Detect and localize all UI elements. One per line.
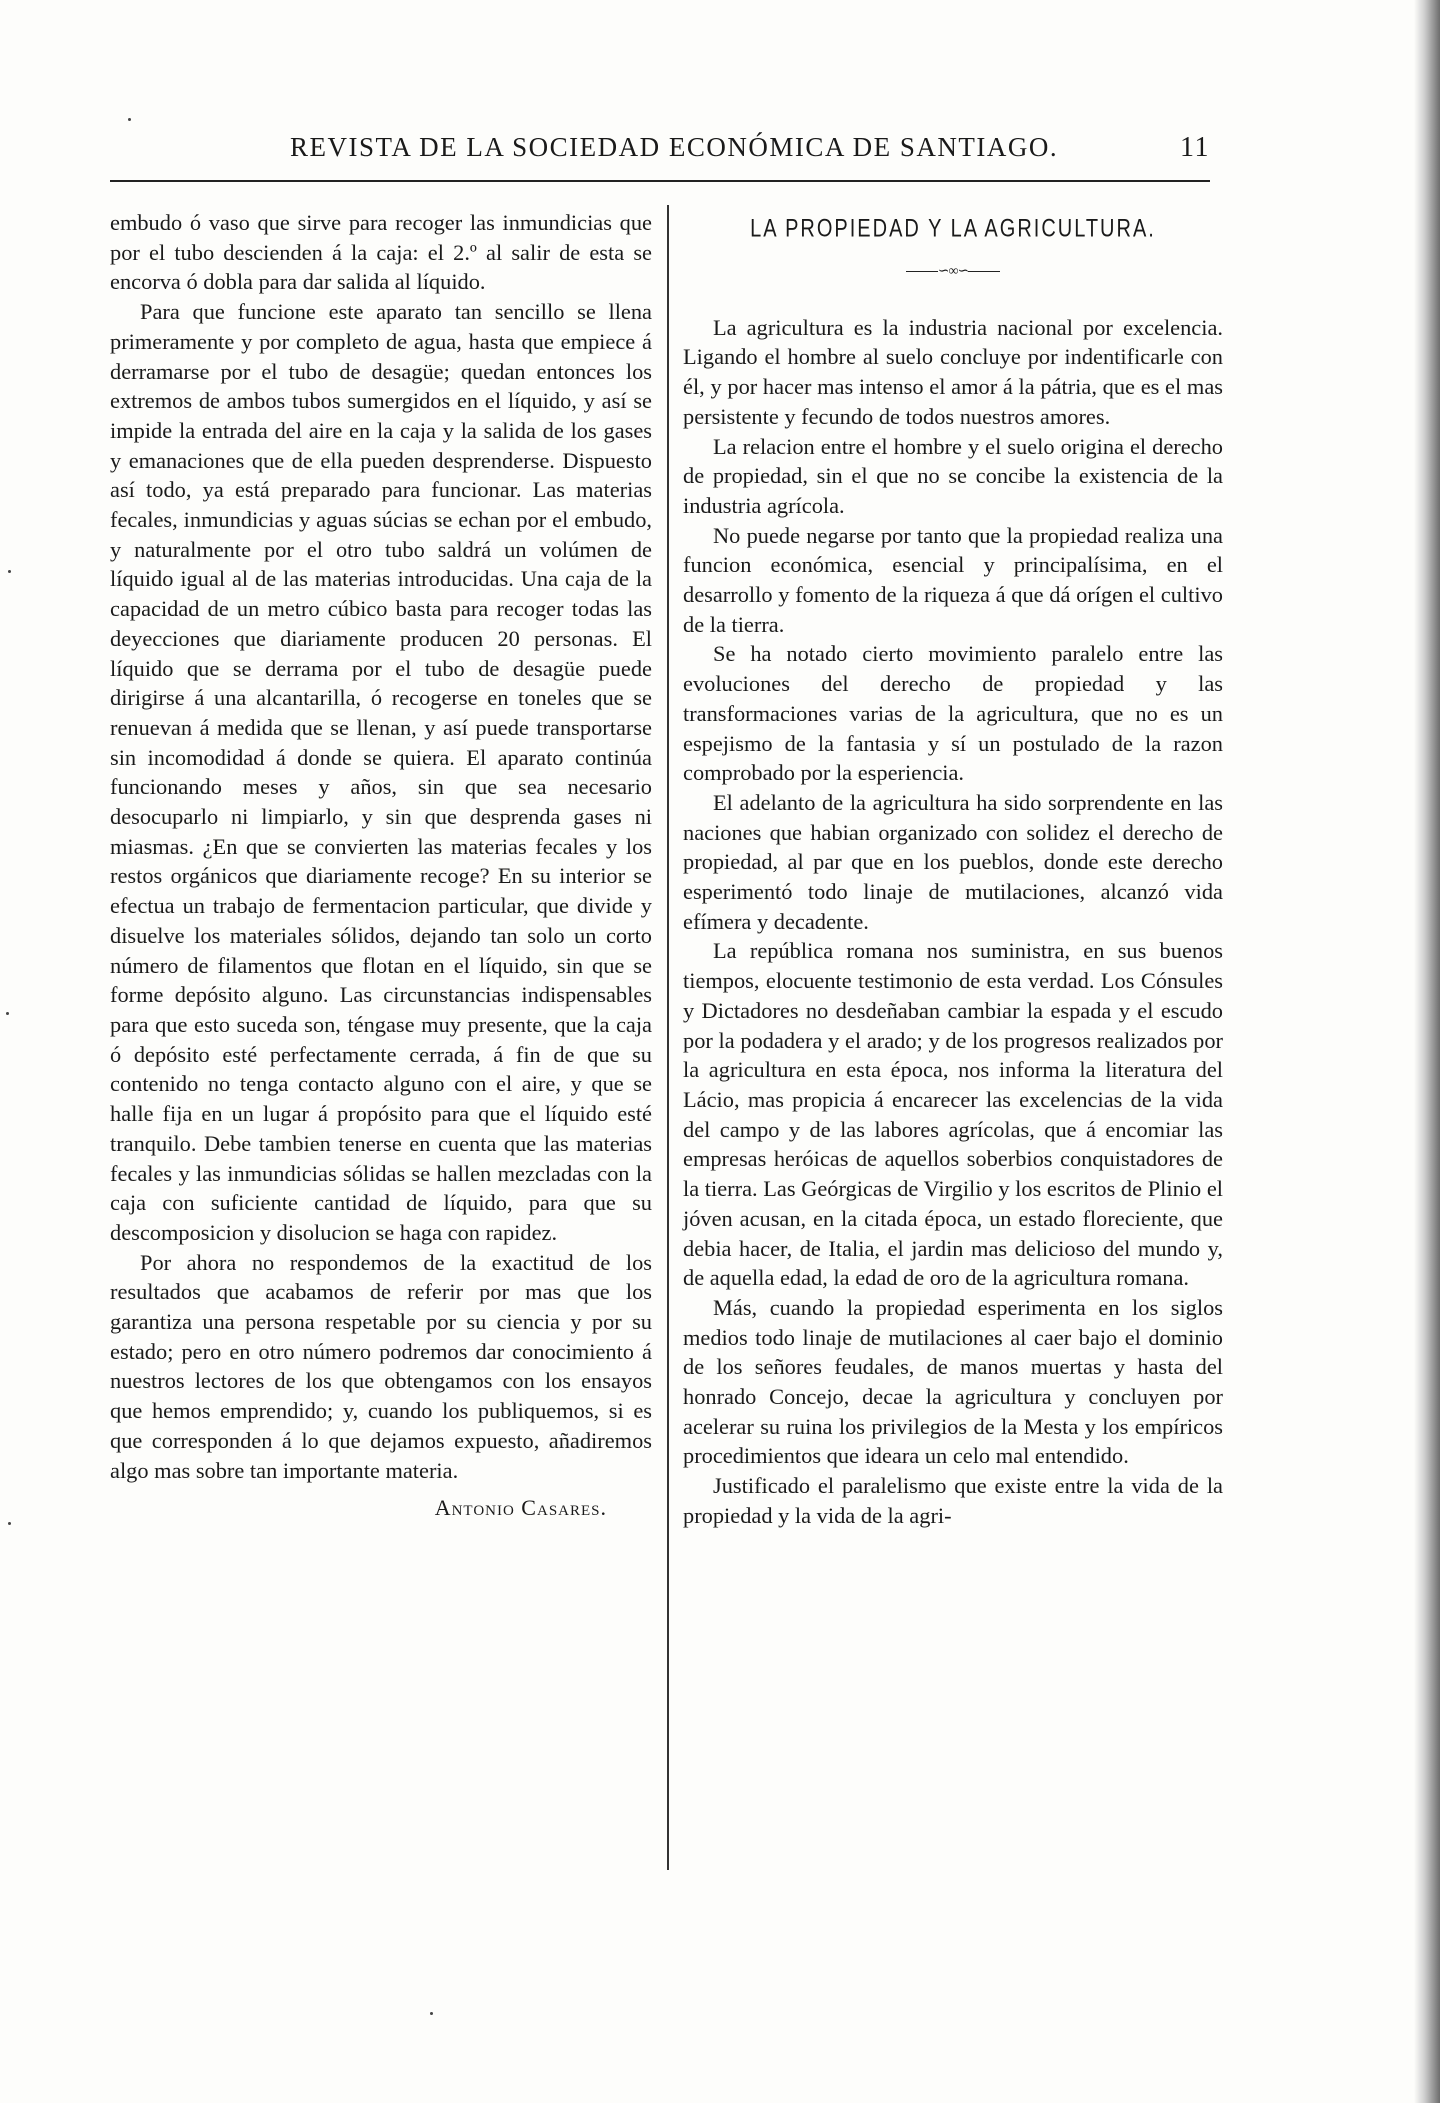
right-paragraph-3: No puede negarse por tanto que la propiedad realiza una funcion económica, esencial y principalísima, en el desarrollo y fomento de la riqueza á que dá orígen el cultivo de la tierra. (683, 522, 1223, 637)
author-signature: Antonio Casares. (434, 1495, 607, 1521)
right-paragraph-7: Más, cuando la propiedad esperimenta en los siglos medios todo linaje de mutilaciones al caer bajo el dominio de los señores feudales, de manos muertas y hasta del honrado Concejo, decae la agricultura y concluyen por acelerar su ruina los privilegios de la Mesta y los empíricos procedimientos que ideara un celo mal entendido. (683, 1294, 1223, 1469)
scan-speck (128, 118, 131, 121)
running-title: REVISTA DE LA SOCIEDAD ECONÓMICA DE SANTIAGO. (290, 132, 1059, 162)
column-divider (667, 205, 669, 1870)
right-paragraph-6: La república romana nos suministra, en sus buenos tiempos, elocuente testimonio de esta verdad. Los Cónsules y Dictadores no desdeñaban cambiar la espada y el escudo por la podadera y el arado; y de los progresos realizados por la agricultura en esta época, nos informa la literatura del Lácio, mas propicia á encarecer las excelencias de la vida del campo y de las labores agrícolas, que á encomiar las empresas heróicas de aquellos soberbios conquistadores de la tierra. Las Geórgicas de Virgilio y los escritos de Plinio el jóven acusan, en la citada época, un estado floreciente, que debia hacer, de Italia, el jardin mas delicioso del mundo y, de aquella edad, la edad de oro de la agricultura romana. (683, 938, 1223, 1291)
right-column (683, 208, 1223, 1531)
right-paragraph-8: Justificado el paralelismo que existe entre la vida de la propiedad y la vida de la agri- (683, 1473, 1223, 1528)
header-rule (110, 180, 1210, 182)
scan-speck (430, 2012, 433, 2015)
right-paragraph-4: Se ha notado cierto movimiento paralelo entre las evoluciones del derecho de propiedad y las transformaciones varias de la agricultura, que no es un espejismo de la fantasia y sí un postulado de la razon comprobado por la esperiencia. (683, 641, 1223, 786)
left-paragraph-2: Para que funcione este aparato tan sencillo se llena primeramente y por completo de agua, hasta que empiece á derramarse por el tubo de desagüe; quedan entonces los extremos de ambos tubos sumergidos en el líquido, y así se impide la entrada del aire en la caja y la salida de los gases y emanaciones que de ella pueden desprenderse. Dispuesto así todo, ya está preparado para funcionar. Las materias fecales, inmundicias y aguas súcias se echan por el embudo, y naturalmente por el otro tubo saldrá un volúmen de líquido igual al de las materias introducidas. Una caja de la capacidad de un metro cúbico basta para recoger todas las deyecciones que diariamente producen 20 personas. El líquido que se derrama por el tubo de desagüe puede dirigirse á una alcantarilla, ó recogerse en toneles que se renuevan á medida que se llenan, y así puede transportarse sin incomodidad á donde se quiera. El aparato continúa funcionando meses y años, sin que sea necesario desocuparlo ni limpiarlo, y sin que desprenda gases ni miasmas. ¿En que se convierten las materias fecales y los restos orgánicos que diariamente recoge? En su interior se efectua un trabajo de fermentacion particular, que divide y disuelve los materiales sólidos, dejando tan solo un corto número de filamentos que flotan en el líquido, sin que se forme depósito alguno. Las circunstancias indispensables para que esto suceda son, téngase muy presente, que la caja ó depósito esté perfectamente cerrada, á fin de que su contenido no tenga contacto alguno con el aire, y que se halle fija en un lugar á propósito para que el líquido esté tranquilo. Debe tambien tenerse en cuenta que las materias fecales y las inmundicias sólidas se hallen mezcladas con la caja con suficiente cantidad de líquido, para que su descomposicion y disolucion se haga con rapidez. (110, 299, 652, 1245)
scan-speck (6, 1012, 9, 1015)
page-number: 11 (1180, 132, 1210, 163)
title-ornament: ∽∞∽ (683, 265, 1223, 279)
binding-edge-shadow (1414, 0, 1440, 2103)
left-paragraph-1: embudo ó vaso que sirve para recoger las inmundicias que por el tubo descienden á la caja: el 2.º al salir de esta se encorva ó dobla para dar salida al líquido. (110, 210, 652, 295)
section-title: LA PROPIEDAD Y LA AGRICULTURA. (750, 215, 1156, 243)
right-paragraph-5: El adelanto de la agricultura ha sido sorprendente en las naciones que habian organizado con solidez el derecho de propiedad, al par que en los pueblos, donde este derecho esperimentó todo linaje de mutilaciones, alcanzó vida efímera y decadente. (683, 789, 1223, 934)
right-paragraph-1: La agricultura es la industria nacional por excelencia. Ligando el hombre al suelo concluye por indentificarle con él, y por hacer mas intenso el amor á la pátria, que es el mas persistente y fecundo de todos nuestros amores. (683, 314, 1223, 429)
running-head (110, 128, 1210, 168)
scan-speck (8, 1522, 11, 1525)
left-column (110, 208, 652, 1523)
left-paragraph-3: Por ahora no respondemos de la exactitud de los resultados que acabamos de referir por mas que los garantiza una persona respetable por su ciencia y por su estado; pero en otro número podremos dar conocimiento á nuestros lectores de los que obtengamos con los ensayos que hemos emprendido; y, cuando los publiquemos, si es que corresponden á lo que dejamos expuesto, añadiremos algo mas sobre tan importante materia. (110, 1249, 652, 1483)
scan-speck (8, 570, 11, 573)
right-paragraph-2: La relacion entre el hombre y el suelo origina el derecho de propiedad, sin el que no se concibe la existencia de la industria agrícola. (683, 433, 1223, 518)
